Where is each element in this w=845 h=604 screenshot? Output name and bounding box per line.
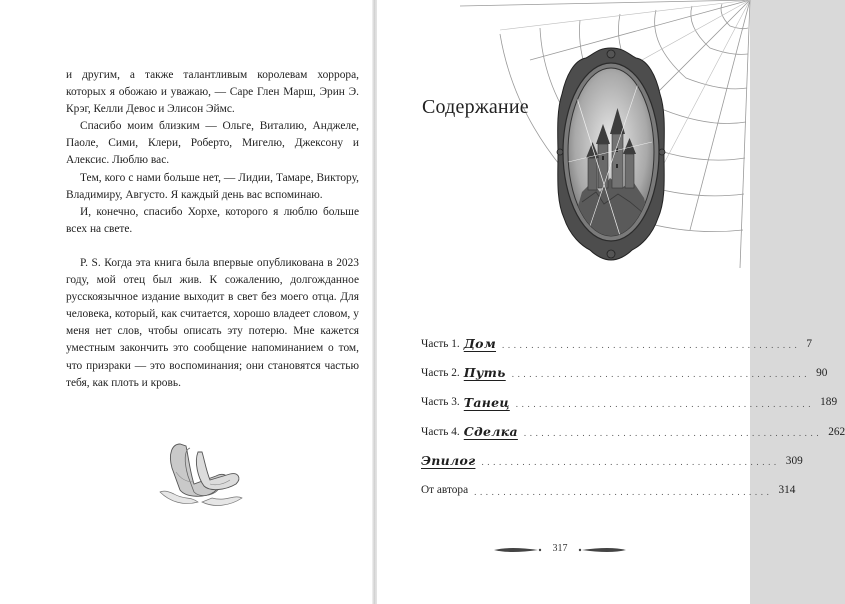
mirror-castle-illustration [552, 42, 670, 264]
toc-entry-epilogue[interactable] [421, 446, 803, 475]
page-number: 317 [552, 543, 568, 554]
left-page [0, 0, 373, 604]
page-folio [490, 542, 630, 558]
toc-title: Содержание [422, 96, 529, 118]
toc-entry-afterword[interactable] [421, 475, 796, 504]
toc-leader-dots: ................................................... [502, 340, 801, 351]
toc-part-label: Часть 1. [421, 337, 460, 350]
toc-chapter-title: Сделка [463, 424, 518, 440]
toc-page-number: 309 [785, 454, 803, 467]
toc-part-label: Часть 2. [421, 366, 460, 379]
toc-leader-dots: ................................................... [511, 369, 811, 380]
toc-page-number: 262 [828, 425, 845, 438]
ballet-slippers-illustration [150, 432, 250, 512]
acknowledgements-text [66, 67, 359, 392]
table-of-contents [421, 329, 845, 505]
postscript-paragraph: P. S. Когда эта книга была впервые опубликована в 2023 году, мой отец был жив. К сожалению, долгожданное русскоязычное издание выходит в свет без моего отца. Для человека, который, как считается, хорошо владеет словом, у меня нет слов, чтобы описать эту потерю. Мне кажется уместным закончить это сообщение напоминанием о том, что призраки — это воспоминания; они становятся частью тебя, как плоть и кровь. [66, 256, 359, 389]
toc-chapter-title: Путь [463, 365, 506, 381]
toc-entry-part-3[interactable] [421, 388, 838, 417]
paragraph: Тем, кого с нами больше нет, — Лидии, Тамаре, Виктору, Владимиру, Августо. Я каждый день вас вспоминаю. [66, 171, 359, 201]
toc-page-number: 7 [806, 337, 813, 350]
toc-leader-dots: ................................................... [515, 398, 815, 409]
toc-chapter-title: Дом [463, 336, 497, 352]
toc-part-label: Часть 3. [421, 396, 460, 409]
toc-leader-dots: ................................................... [481, 457, 780, 468]
toc-page-number: 314 [778, 484, 796, 497]
toc-part-label: Часть 4. [421, 425, 460, 438]
toc-entry-part-2[interactable] [421, 358, 828, 387]
toc-leader-dots: ................................................... [523, 428, 823, 439]
paragraph: И, конечно, спасибо Хорхе, которого я люблю больше всех на свете. [66, 205, 359, 235]
toc-page-number: 189 [820, 396, 838, 409]
toc-entry-part-1[interactable] [421, 329, 813, 358]
toc-part-label: От автора [421, 484, 469, 497]
paragraph: и другим, а также талантливым королевам хоррора, которых я обожаю и уважаю, — Саре Глен Марш, Эрин Э. Крэг, Келли Девос и Элисон Эймс. [66, 69, 359, 116]
toc-chapter-title: Эпилог [421, 453, 476, 469]
toc-entry-part-4[interactable] [421, 417, 845, 446]
paragraph: Спасибо моим близким — Ольге, Виталию, Анджеле, Паоле, Сими, Клери, Роберто, Мигелю, Джексону и Алексис. Люблю вас. [66, 120, 359, 167]
toc-chapter-title: Танец [463, 394, 510, 410]
toc-page-number: 90 [816, 366, 828, 379]
toc-leader-dots: ................................................... [474, 486, 773, 497]
